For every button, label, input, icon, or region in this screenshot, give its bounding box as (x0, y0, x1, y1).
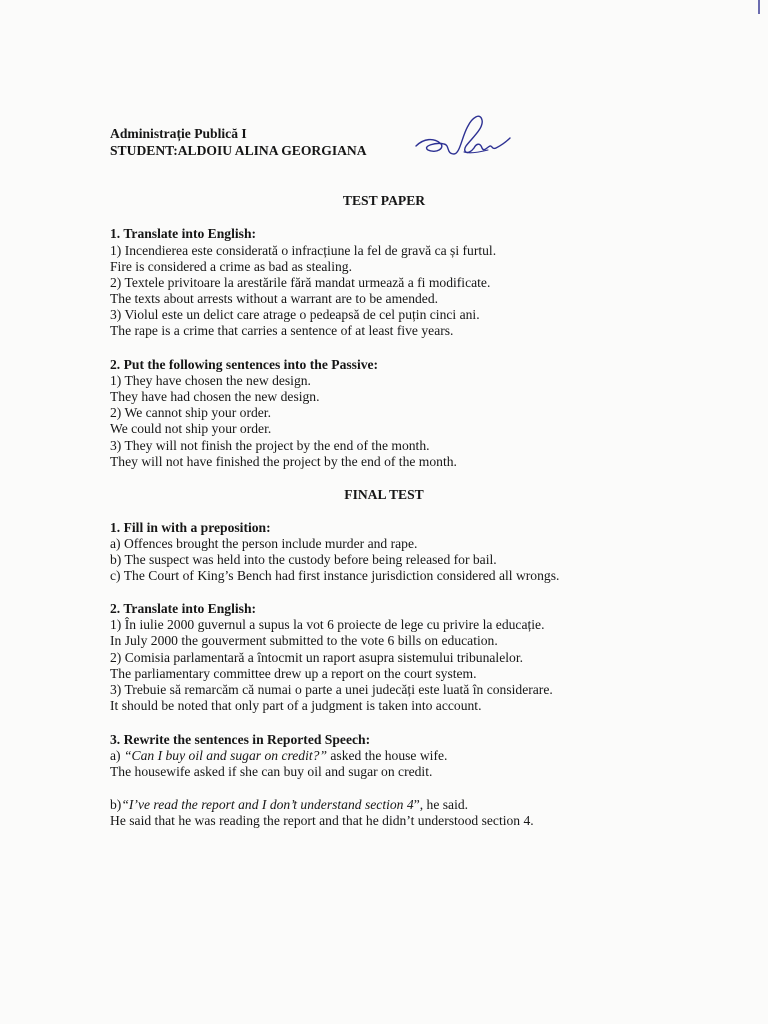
quoted-speech: “I’ve read the report and I don’t understand section 4 (121, 797, 414, 812)
final-q2-heading: 2. Translate into English: (110, 601, 257, 616)
test-q1-heading: 1. Translate into English: (110, 226, 257, 241)
test-q1-line: Fire is considered a crime as bad as stealing. (110, 259, 352, 274)
test-q1-line: The texts about arrests without a warrant are to be amended. (110, 291, 439, 306)
final-q3-heading: 3. Rewrite the sentences in Reported Speech: (110, 732, 371, 747)
final-q1-line: a) Offences brought the person include murder and rape. (110, 536, 418, 551)
test-q2-line: They have had chosen the new design. (110, 389, 320, 404)
test-q1-line: 2) Textele privitoare la arestările fără mandat urmează a fi modificate. (110, 275, 491, 290)
final-q2-line: It should be noted that only part of a judgment is taken into account. (110, 698, 482, 713)
final-q2-line: 3) Trebuie să remarcăm că numai o parte a unei judecăți este luată în considerare. (110, 682, 553, 697)
test-q1-line: The rape is a crime that carries a sentence of at least five years. (110, 323, 454, 338)
final-q1-heading: 1. Fill in with a preposition: (110, 520, 271, 535)
final-q2-line: 1) În iulie 2000 guvernul a supus la vot 6 proiecte de lege cu privire la educație. (110, 617, 545, 632)
quoted-speech: “Can I buy oil and sugar on credit?” (123, 748, 327, 763)
student-name: STUDENT:ALDOIU ALINA GEORGIANA (110, 143, 367, 158)
test-q2-line: 3) They will not finish the project by the end of the month. (110, 438, 430, 453)
final-q3-item-a (110, 748, 447, 764)
item-prefix: b) (110, 797, 122, 812)
test-paper-title: TEST PAPER (342, 193, 426, 208)
test-q1-line: 1) Incendierea este considerată o infracțiune la fel de gravă ca și furtul. (110, 243, 497, 258)
test-q2-line: 2) We cannot ship your order. (110, 405, 271, 420)
item-prefix: a) (110, 748, 124, 763)
item-suffix: ”, he said. (413, 797, 469, 812)
final-q3-answer-a: The housewife asked if she can buy oil and sugar on credit. (110, 764, 433, 779)
final-q3-item-b (110, 797, 468, 813)
final-q1-line: c) The Court of King’s Bench had first instance jurisdiction considered all wrongs. (110, 568, 560, 583)
handwritten-signature-icon (410, 108, 514, 166)
final-test-title: FINAL TEST (344, 487, 424, 502)
final-q2-line: The parliamentary committee drew up a report on the court system. (110, 666, 477, 681)
test-q1-line: 3) Violul este un delict care atrage o pedeapsă de cel puțin cinci ani. (110, 307, 480, 322)
item-suffix: asked the house wife. (327, 748, 448, 763)
final-q1-line: b) The suspect was held into the custody before being released for bail. (110, 552, 497, 567)
test-q2-line: 1) They have chosen the new design. (110, 373, 311, 388)
test-q2-line: They will not have finished the project by the end of the month. (110, 454, 457, 469)
final-q3-answer-b: He said that he was reading the report and that he didn’t understood section 4. (110, 813, 534, 828)
course-name: Administrație Publică I (110, 126, 247, 141)
test-q2-line: We could not ship your order. (110, 421, 272, 436)
pen-mark (758, 0, 760, 14)
final-q2-line: In July 2000 the gouverment submitted to the vote 6 bills on education. (110, 633, 498, 648)
test-q2-heading: 2. Put the following sentences into the Passive: (110, 357, 379, 372)
final-q2-line: 2) Comisia parlamentară a întocmit un raport asupra sistemului tribunalelor. (110, 650, 523, 665)
